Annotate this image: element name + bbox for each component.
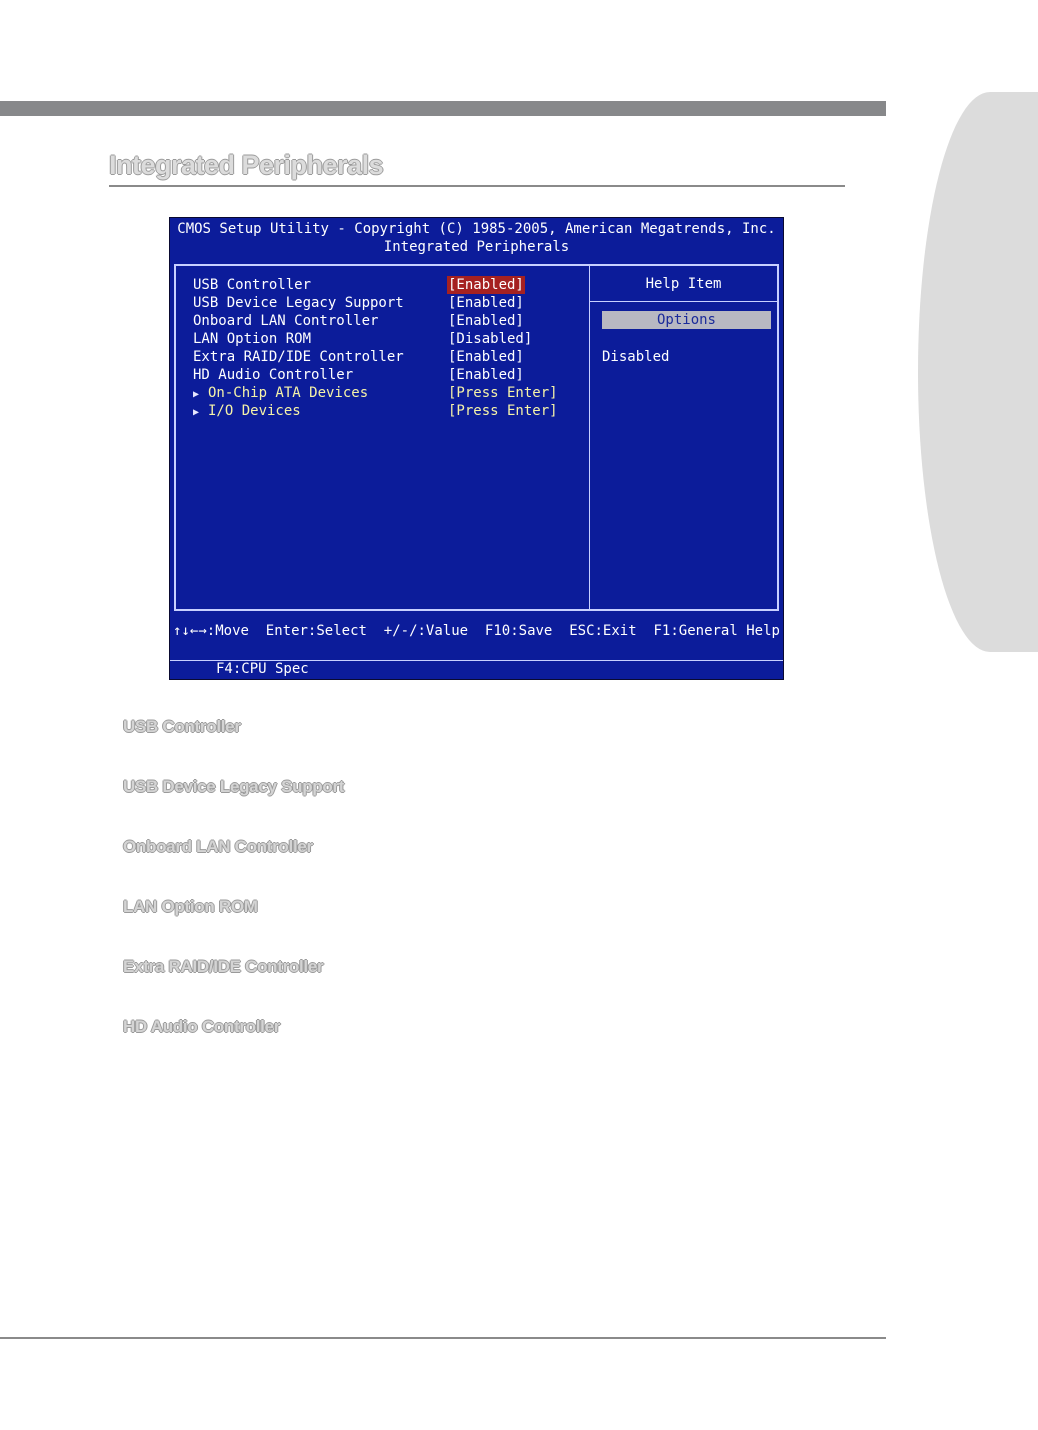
item-value[interactable]: [Enabled] xyxy=(448,295,524,311)
item-value[interactable]: [Press Enter] xyxy=(448,385,558,401)
header-bar xyxy=(0,101,886,116)
f8-hint: F8:Fail-Safe Defaults xyxy=(416,719,594,735)
desc-lan-option-rom: LAN Option ROM xyxy=(123,897,258,916)
bios-header xyxy=(170,218,783,261)
bios-item-onchip-ata[interactable] xyxy=(176,384,589,402)
f8-hint: F8:Fail-Safe Defaults xyxy=(416,699,594,715)
item-value[interactable]: [Enabled] xyxy=(448,349,524,365)
item-value[interactable]: [Enabled] xyxy=(448,367,524,383)
desc-hd-audio: HD Audio Controller xyxy=(123,1017,281,1036)
item-value[interactable]: [Enabled] xyxy=(448,313,524,329)
bios-main-frame xyxy=(174,264,779,611)
f4-hint: F4:CPU Spec xyxy=(216,681,309,697)
item-label: USB Device Legacy Support xyxy=(193,295,404,311)
bios-copyright: CMOS Setup Utility - Copyright (C) 1985-2005, American Megatrends, Inc. xyxy=(177,221,776,237)
bios-item-lan-option-rom[interactable] xyxy=(176,330,589,348)
help-separator xyxy=(590,301,777,302)
f4-hint: F4:CPU Spec xyxy=(216,661,309,677)
bios-item-usb-controller[interactable] xyxy=(176,276,589,294)
desc-extra-raid: Extra RAID/IDE Controller xyxy=(123,957,324,976)
item-label: Extra RAID/IDE Controller xyxy=(193,349,404,365)
item-label: On-Chip ATA Devices xyxy=(208,385,369,401)
bios-item-extra-raid[interactable] xyxy=(176,348,589,366)
submenu-arrow-icon: ▶ xyxy=(193,389,200,400)
bios-item-io-devices[interactable] xyxy=(176,402,589,420)
item-label: LAN Option ROM xyxy=(193,331,312,347)
desc-onboard-lan: Onboard LAN Controller xyxy=(123,837,313,856)
desc-usb-controller: USB Controller xyxy=(123,717,241,736)
item-value[interactable]: [Disabled] xyxy=(448,331,533,347)
help-title: Help Item xyxy=(645,276,722,292)
side-tab xyxy=(918,92,1038,652)
options-badge: Options xyxy=(602,311,771,329)
page-title: Integrated Peripherals xyxy=(109,150,384,180)
item-value[interactable]: [Press Enter] xyxy=(448,403,558,419)
footer-keys: ↑↓←→:Move Enter:Select +/-/:Value F10:Save ESC:Exit F1:General Help xyxy=(173,623,780,639)
f6-hint: F6:Optimized Defaults xyxy=(608,738,786,754)
submenu-arrow-icon: ▶ xyxy=(193,407,200,418)
title-rule xyxy=(109,185,845,187)
bios-item-hd-audio[interactable] xyxy=(176,366,589,384)
item-label: Onboard LAN Controller xyxy=(193,313,379,329)
item-label: HD Audio Controller xyxy=(193,367,354,383)
f5-hint: F5:Memory-Z xyxy=(316,680,409,696)
bios-item-usb-legacy[interactable] xyxy=(176,294,589,312)
bios-screen xyxy=(169,217,786,754)
bios-menu-title: Integrated Peripherals xyxy=(383,239,570,255)
desc-usb-legacy: USB Device Legacy Support xyxy=(123,777,345,796)
panel-divider xyxy=(589,266,590,609)
f6-hint: F6:Optimized Defaults xyxy=(608,718,786,734)
help-text: Disabled xyxy=(602,349,670,365)
bios-item-onboard-lan[interactable] xyxy=(176,312,589,330)
item-value[interactable]: [Enabled] xyxy=(448,277,524,293)
f5-hint: F5:Memory-Z xyxy=(316,700,409,716)
footer-rule xyxy=(0,1337,886,1339)
item-label: USB Controller xyxy=(193,277,312,293)
item-label: I/O Devices xyxy=(208,403,301,419)
